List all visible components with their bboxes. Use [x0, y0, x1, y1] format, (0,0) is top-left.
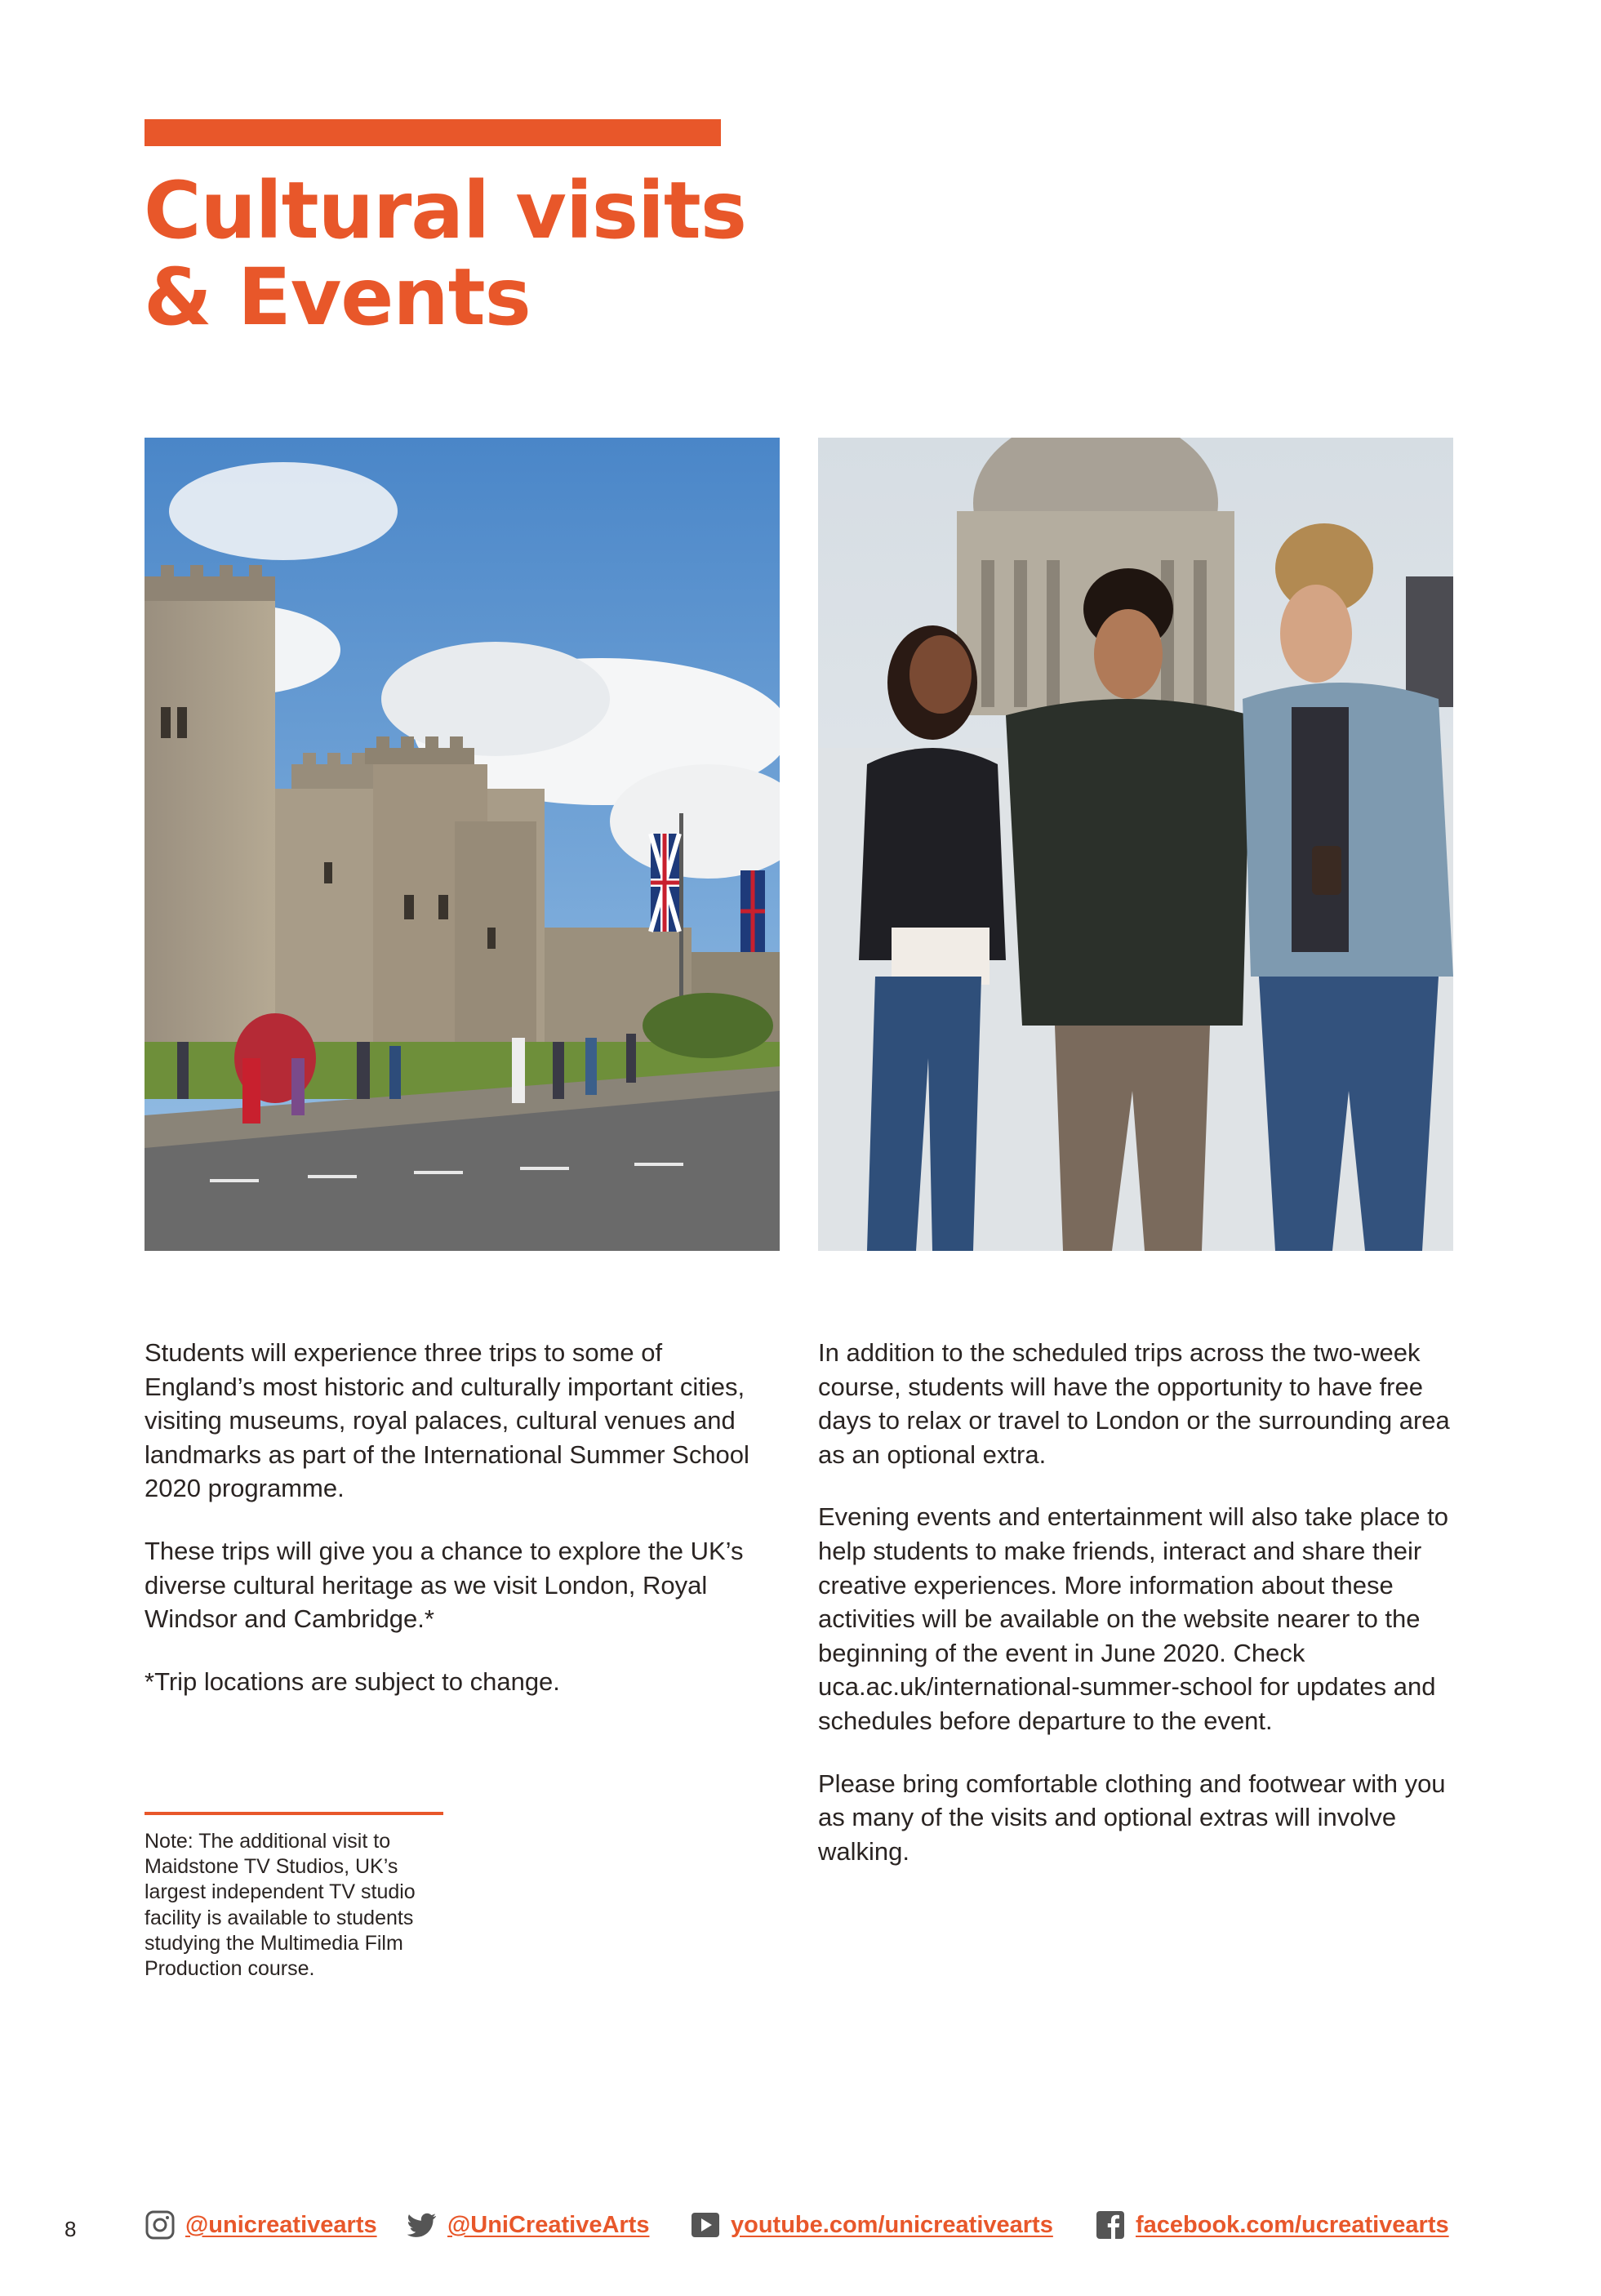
left-column: [145, 1336, 753, 1727]
twitter-icon: [407, 2209, 438, 2240]
instagram-link-label[interactable]: @unicreativearts: [185, 2211, 377, 2238]
right-column: [818, 1336, 1471, 1897]
evening-events-paragraph: Evening events and entertainment will also take place to help students to make friends, interact and share their creative experiences. More information about these activities will be available on the website nearer to the beginning of the event in June 2020. Check uca.ac.uk/international-summer-school for updates and schedules before departure to the event.: [818, 1502, 1449, 1735]
instagram-link[interactable]: [145, 2209, 377, 2240]
facebook-link-label[interactable]: facebook.com/ucreativearts: [1136, 2211, 1449, 2238]
instagram-icon: [145, 2209, 176, 2240]
intro-paragraph: Students will experience three trips to some of England’s most historic and culturally important cities, visiting museums, royal palaces, cultural venues and landmarks as part of the International Summer School 2020 programme.: [145, 1338, 749, 1503]
twitter-link[interactable]: [407, 2209, 649, 2240]
page-title: [144, 165, 746, 343]
trips-paragraph: These trips will give you a chance to explore the UK’s diverse cultural heritage as we visit London, Royal Windsor and Cambridge.*: [145, 1536, 744, 1634]
note-divider: [145, 1812, 443, 1815]
page-title-line-2: & Events: [144, 251, 531, 343]
page-title-line-1: Cultural visits: [144, 165, 746, 256]
youtube-icon: [690, 2209, 721, 2240]
castle-photo: [145, 438, 780, 1251]
students-photo: [818, 438, 1453, 1251]
facebook-link[interactable]: [1095, 2209, 1449, 2240]
clothing-paragraph: Please bring comfortable clothing and footwear with you as many of the visits and optional extras will involve walking.: [818, 1769, 1446, 1866]
trip-disclaimer: *Trip locations are subject to change.: [145, 1666, 560, 1696]
twitter-link-label[interactable]: @UniCreativeArts: [447, 2211, 650, 2238]
facebook-icon: [1095, 2209, 1126, 2240]
youtube-link-label[interactable]: youtube.com/unicreativearts: [731, 2211, 1053, 2238]
studio-note: Note: The additional visit to Maidstone TV Studios, UK’s largest independent TV studio facility is available to students studying the Multimedia Film Production course.: [145, 1830, 416, 1981]
free-days-paragraph: In addition to the scheduled trips across the two-week course, students will have the opportunity to have free days to relax or travel to London or the surrounding area as an optional extra.: [818, 1338, 1450, 1469]
page-number: 8: [64, 2217, 77, 2241]
youtube-link[interactable]: [690, 2209, 1053, 2240]
header-accent-bar: [145, 119, 721, 146]
